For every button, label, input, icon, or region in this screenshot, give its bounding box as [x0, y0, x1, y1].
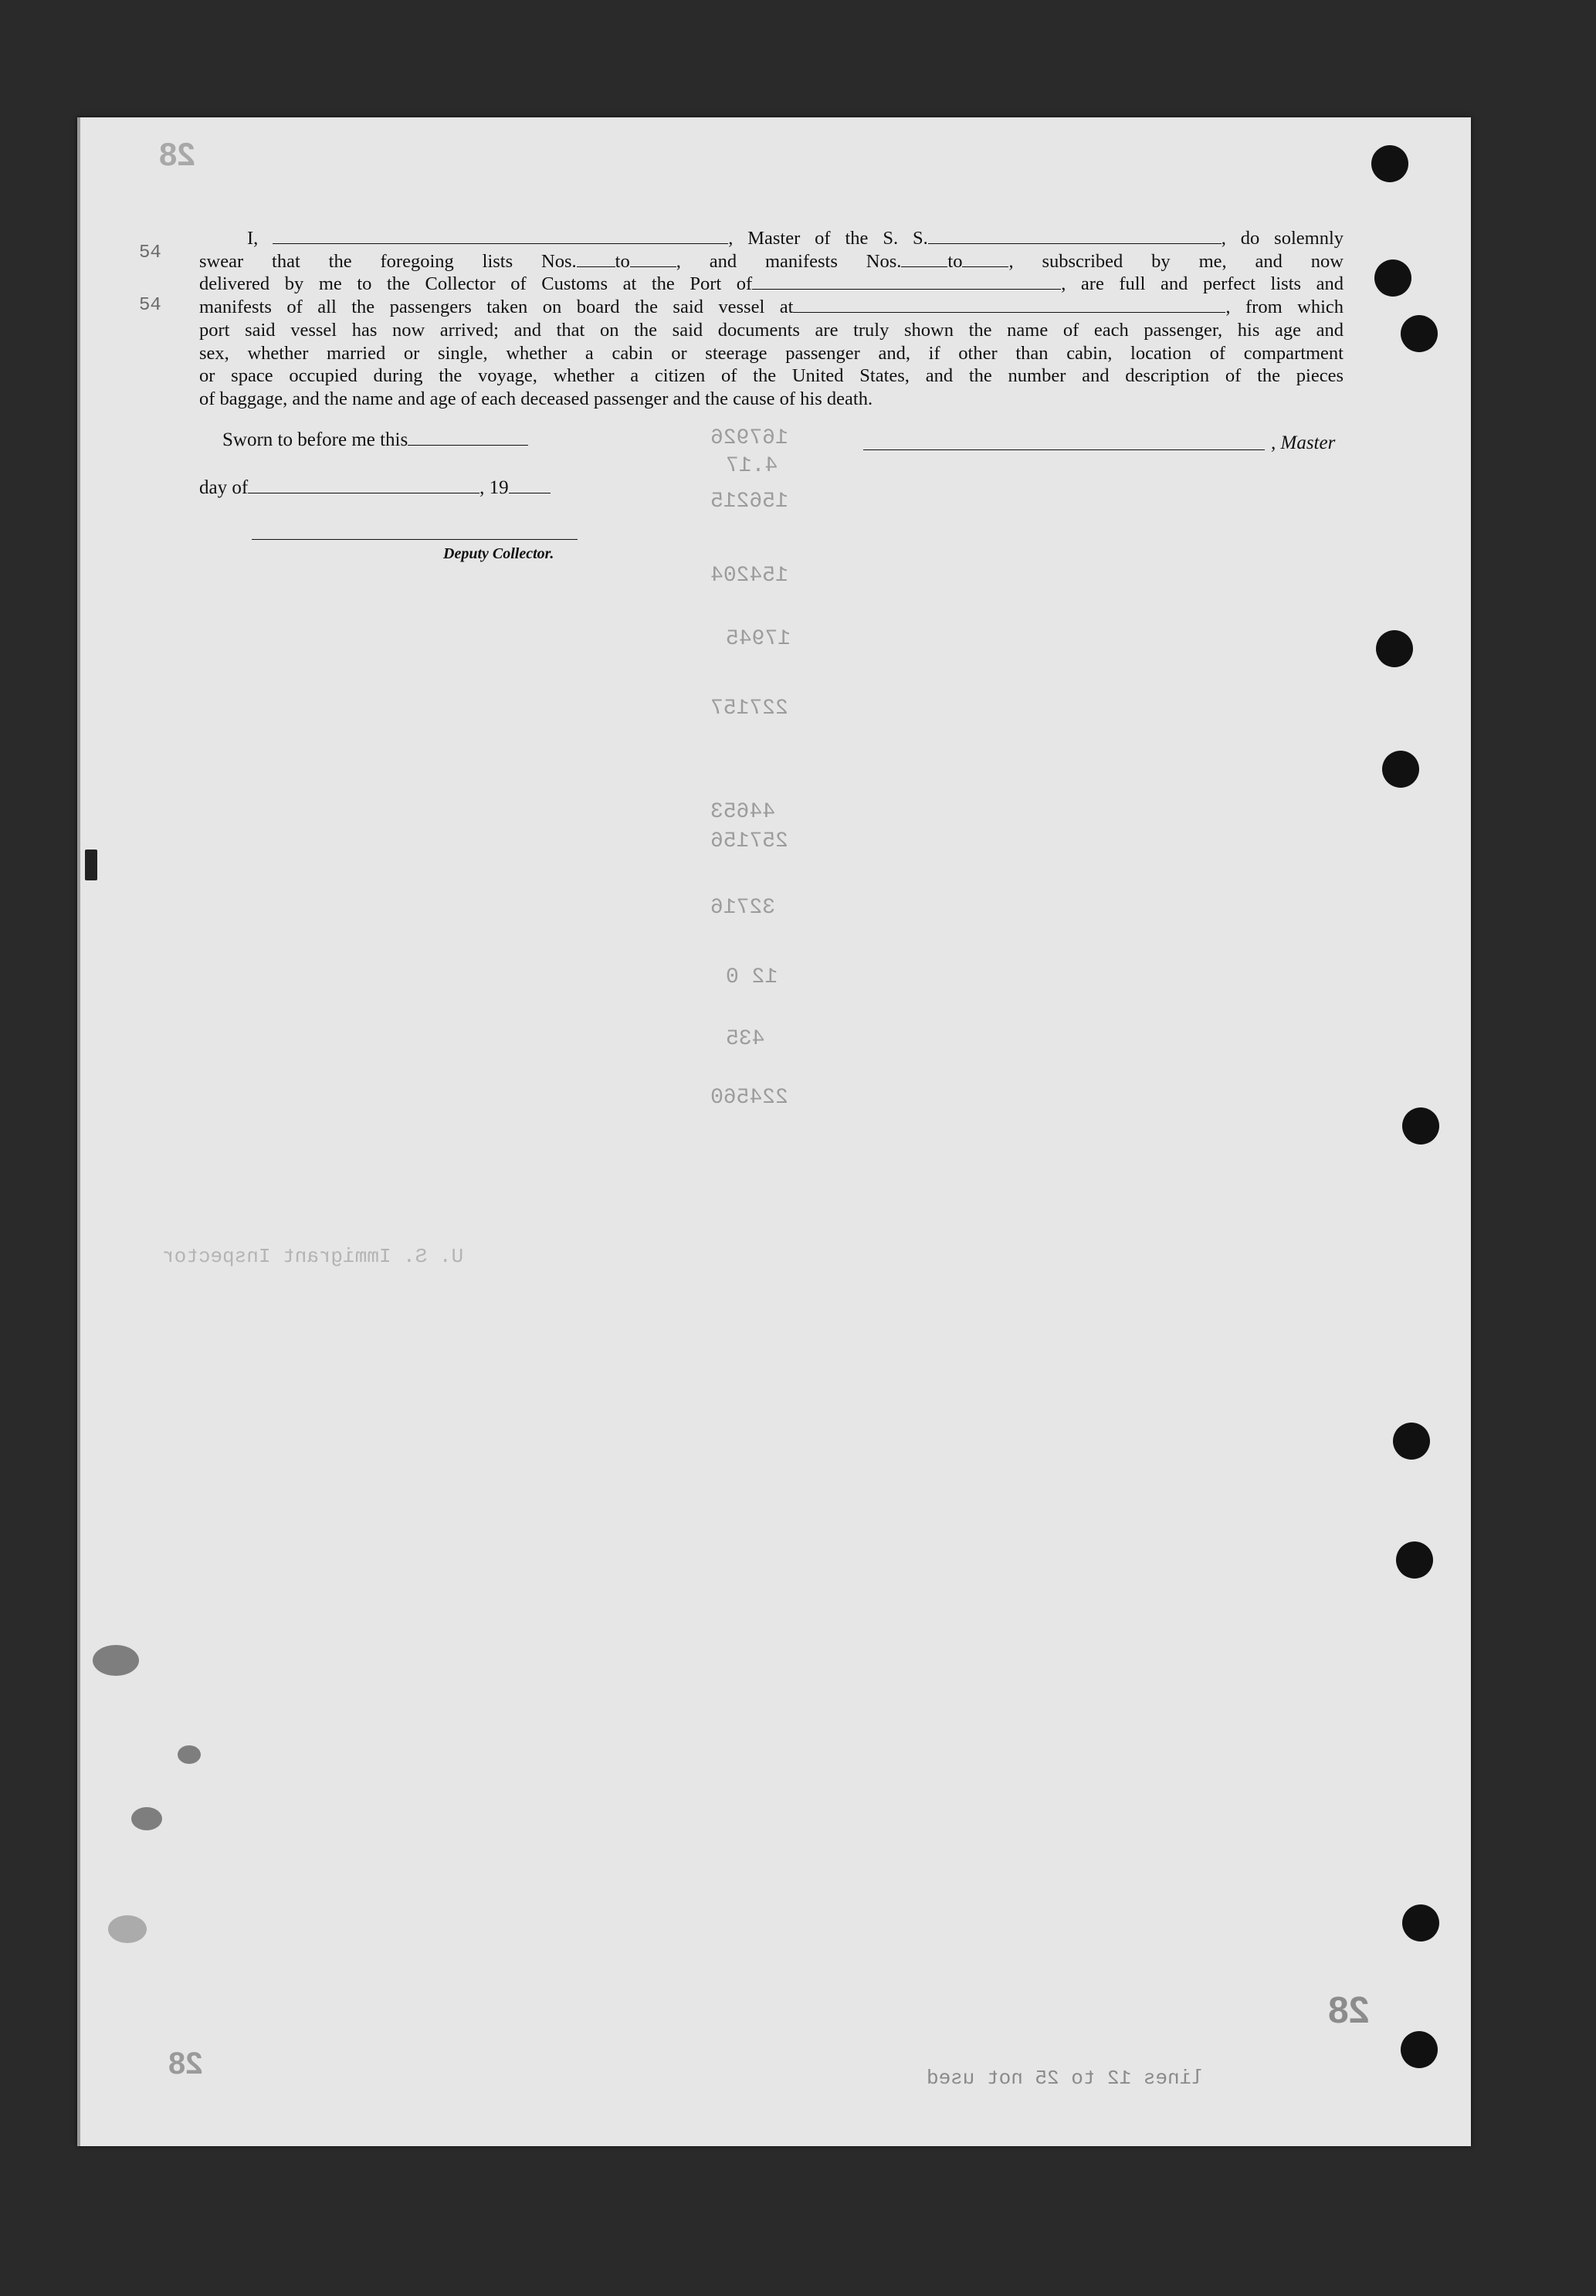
page-number-top: 28 — [159, 136, 195, 172]
smudge — [108, 1915, 147, 1943]
punch-hole — [1371, 145, 1408, 182]
bleed-inspector-signature: U. S. Immigrant Inspector — [162, 1245, 464, 1268]
bleed-number: 17945 — [726, 627, 791, 651]
manifest-page — [77, 117, 1471, 2146]
punch-hole — [1402, 1904, 1439, 1942]
deputy-collector-label: Deputy Collector. — [443, 545, 554, 562]
oath-line-5: port said vessel has now arrived; and that on the said documents are truly shown the name of each passenger, his age and — [199, 319, 1344, 341]
page-number-bottom-left: 28 — [168, 2047, 203, 2081]
bleed-number: 154204 — [710, 564, 788, 588]
bleed-footer-note: lines 12 to 25 not used — [927, 2067, 1204, 2090]
oath-line-3: delivered by me to the Collector of Customs at the Port of , are full and perfect lists and — [199, 273, 1344, 295]
bleed-number: 257156 — [710, 829, 788, 853]
smudge — [178, 1745, 201, 1764]
punch-hole — [1401, 315, 1438, 352]
bleed-number: 167926 — [710, 426, 788, 450]
oath-line-4: manifests of all the passengers taken on board the said vessel at , from which — [199, 297, 1344, 318]
page-edge — [77, 117, 80, 2146]
punch-hole — [1401, 2031, 1438, 2068]
smudge — [93, 1645, 139, 1676]
oath-line-8: of baggage, and the name and age of each deceased passenger and the cause of his death. — [199, 388, 873, 409]
oath-line-6: sex, whether married or single, whether a cabin or steerage passenger and, if other than cabin, location of compartment — [199, 342, 1344, 364]
side-mark: 54 — [139, 295, 161, 316]
page-number-bottom-right: 28 — [1328, 1990, 1370, 2031]
punch-hole — [1393, 1423, 1430, 1460]
master-label: , Master — [1271, 432, 1336, 453]
deputy-signature-line — [252, 539, 578, 540]
master-oath — [199, 227, 1344, 411]
sworn-line: Sworn to before me this — [222, 429, 528, 451]
punch-hole — [1374, 259, 1411, 297]
punch-hole — [1376, 630, 1413, 667]
oath-line-7: or space occupied during the voyage, whether a citizen of the United States, and the number and description of the pieces — [199, 365, 1344, 387]
day-of-line: day of , 19 — [199, 477, 551, 499]
bleed-number: 156215 — [710, 490, 788, 514]
bleed-number: 4.17 — [726, 454, 778, 478]
bleed-number: 224560 — [710, 1086, 788, 1110]
side-mark: 54 — [139, 242, 161, 263]
bleed-number: 435 — [726, 1027, 765, 1051]
oath-line-2: swear that the foregoing lists Nos. to , and manifests Nos. to , subscribed by me, and now — [199, 250, 1344, 272]
bleed-number: 44653 — [710, 800, 776, 824]
punch-hole — [1402, 1107, 1439, 1145]
punch-hole — [1396, 1541, 1433, 1579]
bleed-number: 32716 — [710, 896, 776, 920]
smudge — [131, 1807, 162, 1830]
master-signature-line — [863, 449, 1265, 450]
scan-mark — [85, 850, 97, 880]
bleed-number: 227157 — [710, 697, 788, 721]
punch-hole — [1382, 751, 1419, 788]
bleed-number: 12 0 — [726, 965, 778, 989]
oath-line-1: I, , Master of the S. S. , do solemnly — [247, 228, 1344, 249]
